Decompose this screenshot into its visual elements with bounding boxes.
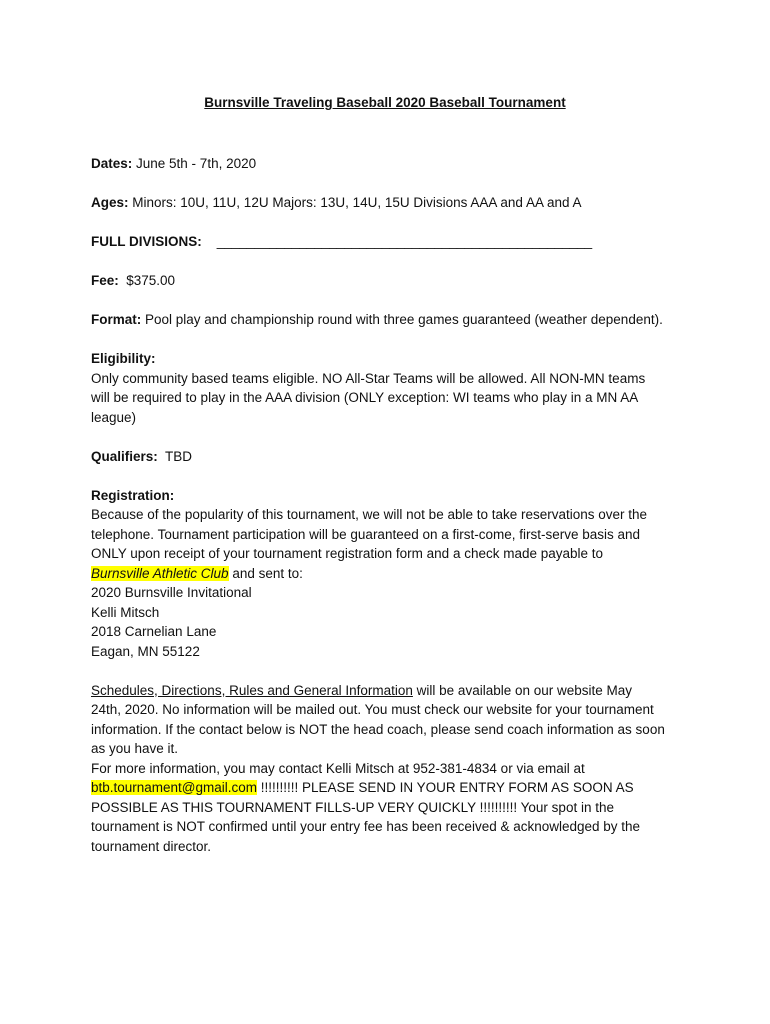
fee-value: $375.00 <box>118 273 176 288</box>
qualifiers-line <box>91 447 691 467</box>
email-line <box>91 778 691 798</box>
fee-line <box>91 271 691 291</box>
address-line: Kelli Mitsch <box>91 604 160 620</box>
eligibility-text-line: league) <box>91 409 137 425</box>
dates-line <box>91 154 691 174</box>
ages-label: Ages: <box>91 195 129 210</box>
format-line <box>91 310 691 330</box>
email-link[interactable]: btb.tournament@gmail.com <box>91 780 258 795</box>
full-divisions-label: FULL DIVISIONS: <box>91 234 202 249</box>
address-line: Eagan, MN 55122 <box>91 643 200 659</box>
registration-text-line: Because of the popularity of this tournament, we will not be able to take reservations over the <box>91 507 648 522</box>
info-tail-line: tournament is NOT confirmed until your entry fee has been received & acknowledged by the <box>91 819 641 834</box>
registration-text-line: telephone. Tournament participation will be guaranteed on a first-come, first-serve basis and <box>91 526 641 542</box>
payee-suffix: and sent to: <box>228 565 303 581</box>
format-label: Format: <box>91 312 142 327</box>
ages-line <box>91 193 691 213</box>
info-first-line <box>91 681 691 701</box>
info-text-line: information. If the contact below is NOT the head coach, please send coach information as soon <box>91 721 665 737</box>
email-suffix: !!!!!!!!!! PLEASE SEND IN YOUR ENTRY FORM AS SOON AS <box>257 780 634 795</box>
info-text-line: For more information, you may contact Kelli Mitsch at 952-381-4834 or via email at <box>91 760 585 776</box>
eligibility-heading: Eligibility: <box>91 351 156 366</box>
fee-label: Fee: <box>91 273 119 288</box>
full-divisions-line <box>91 232 691 252</box>
registration-heading: Registration: <box>91 487 175 503</box>
info-text-line: as you have it. <box>91 741 179 756</box>
address-line: 2020 Burnsville Invitational <box>91 585 252 600</box>
address-line: 2018 Carnelian Lane <box>91 624 217 639</box>
payee-highlight: Burnsville Athletic Club <box>91 565 229 581</box>
registration-text-line: ONLY upon receipt of your tournament registration form and a check made payable to <box>91 546 604 561</box>
eligibility-text-line: will be required to play in the AAA division (ONLY exception: WI teams who play in a MN AA <box>91 390 639 405</box>
dates-value: June 5th - 7th, 2020 <box>132 156 257 171</box>
document-title: Burnsville Traveling Baseball 2020 Baseball Tournament <box>204 95 566 110</box>
info-underlined: Schedules, Directions, Rules and General Information <box>91 682 413 698</box>
registration-payee-line <box>91 564 691 584</box>
eligibility-text-line: Only community based teams eligible. NO All-Star Teams will be allowed. All NON-MN teams <box>91 370 646 386</box>
info-text-line: 24th, 2020. No information will be mailed out. You must check our website for your tournament <box>91 702 654 717</box>
info-tail-line: tournament director. <box>91 838 212 854</box>
qualifiers-label: Qualifiers: <box>91 448 158 464</box>
dates-label: Dates: <box>91 156 133 171</box>
info-line1-rest: will be available on our website May <box>412 682 633 698</box>
qualifiers-value: TBD <box>157 448 193 464</box>
full-divisions-blank: __________________________________________________ <box>201 234 593 249</box>
info-tail-line: POSSIBLE AS THIS TOURNAMENT FILLS-UP VERY QUICKLY !!!!!!!!!! Your spot in the <box>91 799 614 815</box>
ages-value: Minors: 10U, 11U, 12U Majors: 13U, 14U, 15U Divisions AAA and AA and A <box>128 195 582 210</box>
format-value: Pool play and championship round with three games guaranteed (weather dependent). <box>141 312 663 327</box>
document-body <box>91 154 691 856</box>
